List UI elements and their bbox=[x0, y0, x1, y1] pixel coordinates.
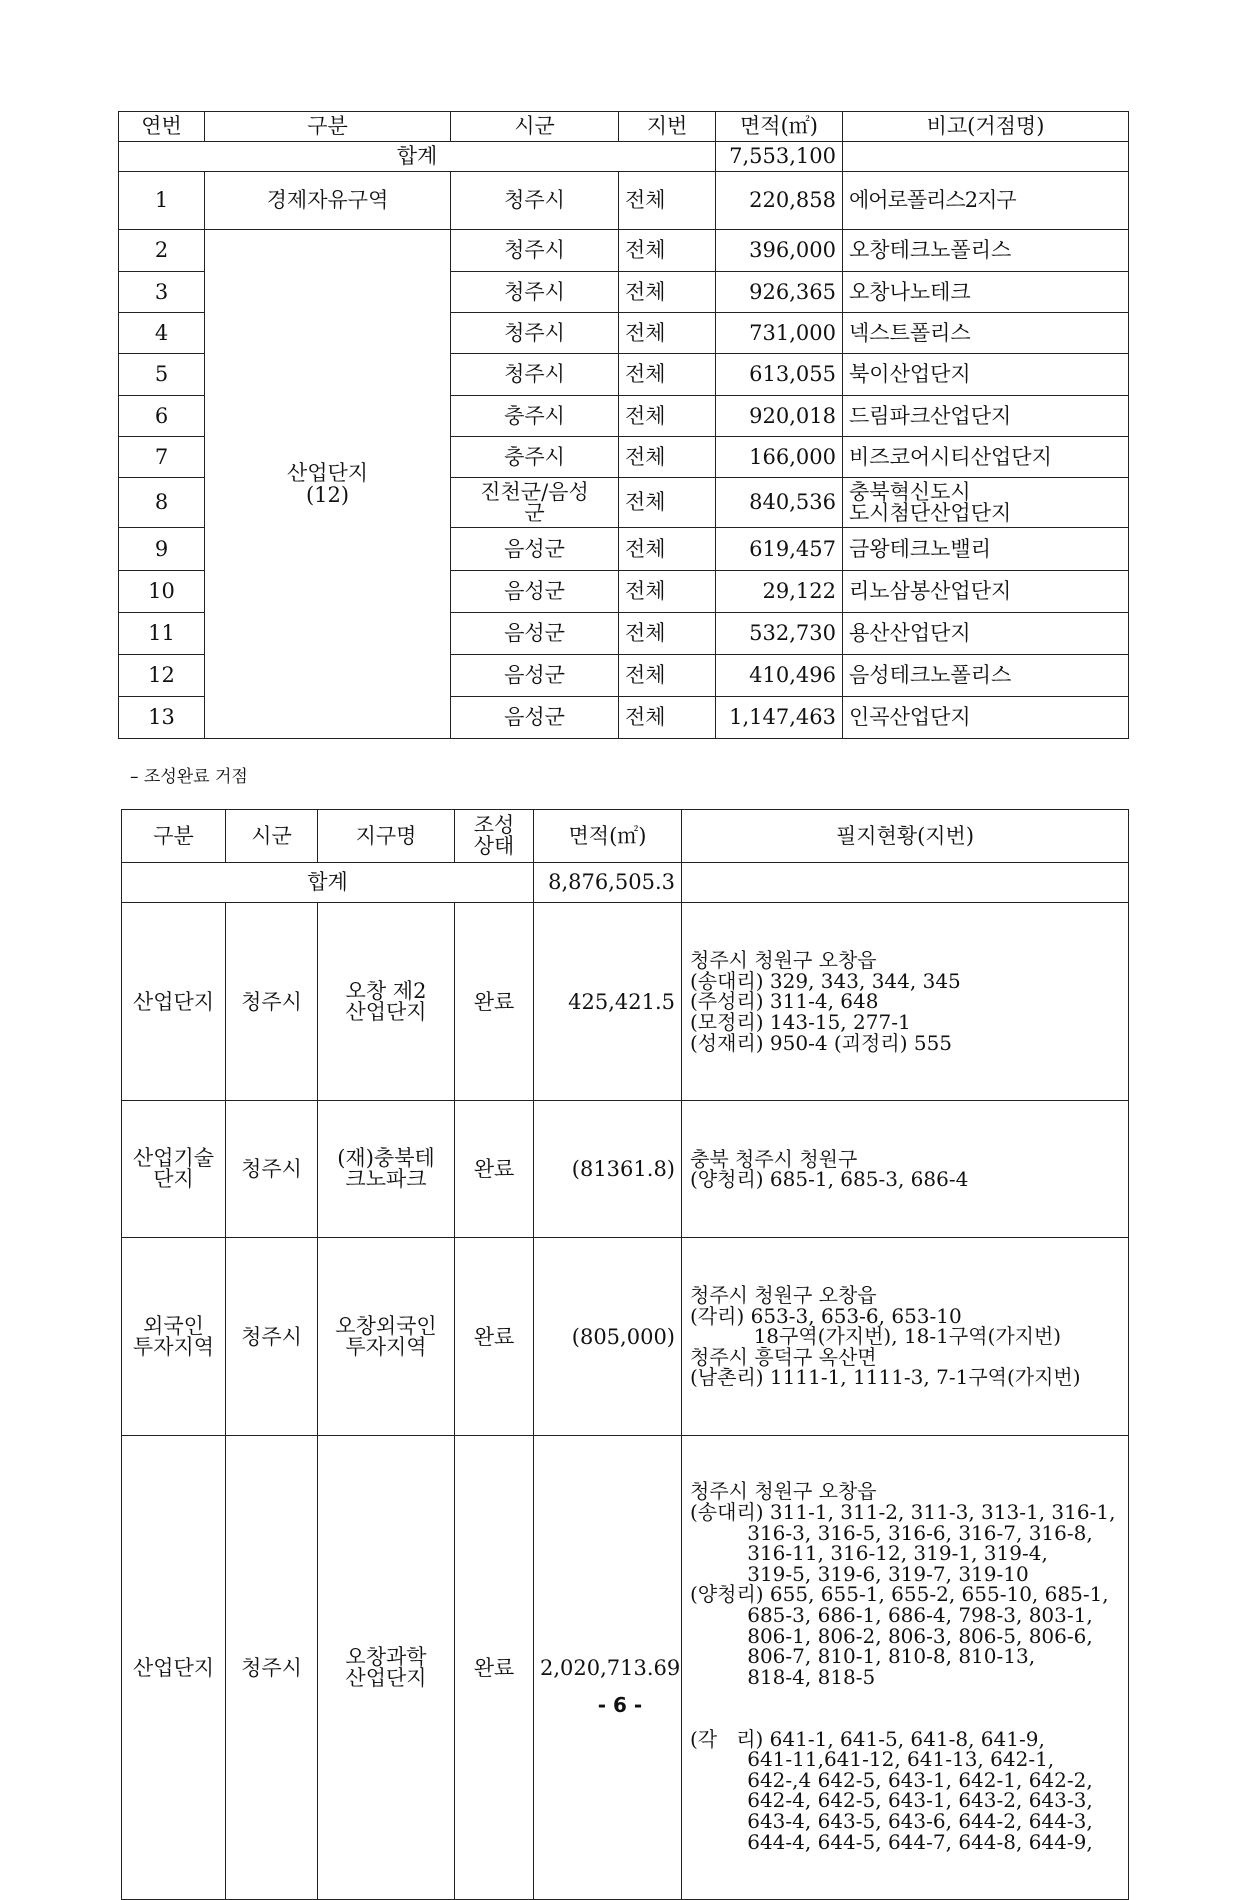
row-area: 532,730 bbox=[716, 613, 843, 655]
table-header-row bbox=[119, 112, 1129, 142]
row-note: 에어로폴리스2지구 bbox=[843, 172, 1129, 230]
row-note: 금왕테크노밸리 bbox=[843, 528, 1129, 571]
parcel-line: (모정리) 143-15, 277-1 bbox=[690, 1009, 911, 1034]
row-no: 13 bbox=[119, 697, 205, 739]
row-district: 오창외국인 투자지역 bbox=[318, 1237, 455, 1435]
row-area: 410,496 bbox=[716, 655, 843, 697]
total-row bbox=[119, 142, 1129, 172]
row-city: 청주시 bbox=[226, 1237, 318, 1435]
row-no: 5 bbox=[119, 354, 205, 396]
parcel-line: 청주시 흥덕구 옥산면 bbox=[690, 1344, 877, 1369]
row-area: (81361.8) bbox=[534, 1101, 682, 1238]
row-district: (재)충북테 크노파크 bbox=[318, 1101, 455, 1238]
parcel-line: 806-7, 810-1, 810-8, 810-13, bbox=[690, 1644, 1036, 1669]
row-status: 완료 bbox=[455, 1237, 534, 1435]
row-city: 청주시 bbox=[451, 313, 619, 354]
row-district: 오창과학 산업단지 bbox=[318, 1436, 455, 1900]
parcel-line: 청주시 청원구 오창읍 bbox=[690, 948, 877, 973]
total-label: 합계 bbox=[119, 142, 716, 172]
header-city: 시군 bbox=[451, 112, 619, 142]
row-no: 6 bbox=[119, 396, 205, 437]
table-row bbox=[119, 230, 1129, 272]
row-note: 넥스트폴리스 bbox=[843, 313, 1129, 354]
row-lot: 전체 bbox=[619, 354, 716, 396]
row-note: 오창테크노폴리스 bbox=[843, 230, 1129, 272]
parcel-line: 806-1, 806-2, 806-3, 806-5, 806-6, bbox=[690, 1623, 1093, 1648]
row-category: 경제자유구역 bbox=[205, 172, 451, 230]
section-caption: – 조성완료 거점 bbox=[130, 767, 248, 787]
row-no: 8 bbox=[119, 478, 205, 528]
parcel-list bbox=[690, 950, 1120, 1053]
parcel-line: (주성리) 311-4, 648 bbox=[690, 989, 879, 1014]
header-note: 비고(거점명) bbox=[843, 112, 1129, 142]
row-category: 외국인 투자지역 bbox=[122, 1237, 226, 1435]
row-lot: 전체 bbox=[619, 313, 716, 354]
empty-cell bbox=[682, 863, 1129, 903]
row-area: 619,457 bbox=[716, 528, 843, 571]
parcel-line: 685-3, 686-1, 686-4, 798-3, 803-1, bbox=[690, 1603, 1093, 1627]
parcel-list bbox=[690, 1481, 1120, 1852]
row-lot: 전체 bbox=[619, 272, 716, 313]
row-area: 220,858 bbox=[716, 172, 843, 230]
header-category: 구분 bbox=[205, 112, 451, 142]
parcel-line: (각리) 653-3, 653-6, 653-10 bbox=[690, 1303, 962, 1328]
parcel-list bbox=[690, 1285, 1120, 1388]
row-lot: 전체 bbox=[619, 571, 716, 613]
row-lot: 전체 bbox=[619, 528, 716, 571]
row-note: 용산산업단지 bbox=[843, 613, 1129, 655]
parcel-line: (각 리) 641-1, 641-5, 641-8, 641-9, bbox=[690, 1726, 1045, 1751]
parcel-line: (송대리) 329, 343, 344, 345 bbox=[690, 968, 961, 993]
parcel-line: 644-4, 644-5, 644-7, 644-8, 644-9, bbox=[690, 1829, 1093, 1854]
row-note: 오창나노테크 bbox=[843, 272, 1129, 313]
row-lot: 전체 bbox=[619, 478, 716, 528]
parcel-line: 316-3, 316-5, 316-6, 316-7, 316-8, bbox=[690, 1520, 1093, 1545]
parcel-line: (양청리) 685-1, 685-3, 686-4 bbox=[690, 1167, 969, 1192]
header-status: 조성 상태 bbox=[455, 810, 534, 863]
row-status: 완료 bbox=[455, 1436, 534, 1900]
row-category: 산업단지 bbox=[122, 903, 226, 1101]
row-note: 인곡산업단지 bbox=[843, 697, 1129, 739]
row-parcels bbox=[682, 1237, 1129, 1435]
total-label: 합계 bbox=[122, 863, 534, 903]
row-parcels bbox=[682, 1436, 1129, 1900]
parcel-line: 316-11, 316-12, 319-1, 319-4, bbox=[690, 1541, 1048, 1566]
parcel-line: 641-11,641-12, 641-13, 642-1, bbox=[690, 1747, 1055, 1772]
row-city: 청주시 bbox=[451, 272, 619, 313]
row-city: 충주시 bbox=[451, 396, 619, 437]
row-city: 청주시 bbox=[451, 230, 619, 272]
row-city: 음성군 bbox=[451, 697, 619, 739]
header-area: 면적(㎡) bbox=[534, 810, 682, 863]
row-area: 396,000 bbox=[716, 230, 843, 272]
parcel-line: 642-4, 642-5, 643-1, 643-2, 643-3, bbox=[690, 1788, 1093, 1813]
row-no: 7 bbox=[119, 437, 205, 478]
total-area: 7,553,100 bbox=[716, 142, 843, 172]
row-city: 청주시 bbox=[226, 1101, 318, 1238]
parcel-line: 청주시 청원구 오창읍 bbox=[690, 1479, 877, 1504]
row-note: 북이산업단지 bbox=[843, 354, 1129, 396]
table-row bbox=[122, 1436, 1129, 1900]
row-note: 드림파크산업단지 bbox=[843, 396, 1129, 437]
row-note: 음성테크노폴리스 bbox=[843, 655, 1129, 697]
row-area: 2,020,713.69 bbox=[534, 1436, 682, 1900]
row-note: 비즈코어시티산업단지 bbox=[843, 437, 1129, 478]
row-area: 1,147,463 bbox=[716, 697, 843, 739]
parcel-line: 818-4, 818-5 bbox=[690, 1664, 876, 1689]
parcel-line: 319-5, 319-6, 319-7, 319-10 bbox=[690, 1561, 1029, 1586]
row-lot: 전체 bbox=[619, 697, 716, 739]
total-area: 8,876,505.3 bbox=[534, 863, 682, 903]
parcel-list bbox=[690, 1146, 1120, 1192]
row-city: 음성군 bbox=[451, 613, 619, 655]
parcel-line: (송대리) 311-1, 311-2, 311-3, 313-1, 316-1, bbox=[690, 1500, 1116, 1525]
row-lot: 전체 bbox=[619, 437, 716, 478]
row-area: 926,365 bbox=[716, 272, 843, 313]
row-lot: 전체 bbox=[619, 655, 716, 697]
page-number: - 6 - bbox=[597, 1693, 643, 1717]
row-no: 4 bbox=[119, 313, 205, 354]
row-lot: 전체 bbox=[619, 172, 716, 230]
row-lot: 전체 bbox=[619, 613, 716, 655]
parcel-line: (성재리) 950-4 (괴정리) 555 bbox=[690, 1030, 953, 1055]
row-district: 오창 제2 산업단지 bbox=[318, 903, 455, 1101]
row-city: 청주시 bbox=[226, 1436, 318, 1900]
row-area: 425,421.5 bbox=[534, 903, 682, 1101]
row-no: 11 bbox=[119, 613, 205, 655]
row-no: 3 bbox=[119, 272, 205, 313]
row-parcels bbox=[682, 1101, 1129, 1238]
row-area: (805,000) bbox=[534, 1237, 682, 1435]
row-no: 1 bbox=[119, 172, 205, 230]
row-city: 충주시 bbox=[451, 437, 619, 478]
row-no: 12 bbox=[119, 655, 205, 697]
row-category: 산업기술 단지 bbox=[122, 1101, 226, 1238]
row-city: 진천군/음성 군 bbox=[451, 478, 619, 528]
row-status: 완료 bbox=[455, 903, 534, 1101]
row-area: 920,018 bbox=[716, 396, 843, 437]
parcel-line: 청주시 청원구 오창읍 bbox=[690, 1283, 877, 1308]
row-area: 29,122 bbox=[716, 571, 843, 613]
table-row bbox=[122, 903, 1129, 1101]
parcel-line: (남촌리) 1111-1, 1111-3, 7-1구역(가지번) bbox=[690, 1365, 1081, 1390]
row-note: 충북혁신도시 도시첨단산업단지 bbox=[843, 478, 1129, 528]
row-city: 음성군 bbox=[451, 528, 619, 571]
row-lot: 전체 bbox=[619, 230, 716, 272]
table-row bbox=[122, 1237, 1129, 1435]
row-city: 음성군 bbox=[451, 655, 619, 697]
row-lot: 전체 bbox=[619, 396, 716, 437]
completed-hub-table bbox=[121, 809, 1129, 1900]
table-row bbox=[119, 172, 1129, 230]
header-area: 면적(㎡) bbox=[716, 112, 843, 142]
row-parcels bbox=[682, 903, 1129, 1101]
parcel-line: 충북 청주시 청원구 bbox=[690, 1146, 858, 1171]
row-note: 리노삼봉산업단지 bbox=[843, 571, 1129, 613]
total-row bbox=[122, 863, 1129, 903]
row-area: 840,536 bbox=[716, 478, 843, 528]
table-row bbox=[122, 1101, 1129, 1238]
empty-cell bbox=[843, 142, 1129, 172]
row-category: 산업단지 bbox=[122, 1436, 226, 1900]
header-city: 시군 bbox=[226, 810, 318, 863]
row-city: 음성군 bbox=[451, 571, 619, 613]
row-status: 완료 bbox=[455, 1101, 534, 1238]
row-area: 731,000 bbox=[716, 313, 843, 354]
row-city: 청주시 bbox=[451, 172, 619, 230]
row-no: 2 bbox=[119, 230, 205, 272]
row-city: 청주시 bbox=[451, 354, 619, 396]
parcel-line: (양청리) 655, 655-1, 655-2, 655-10, 685-1, bbox=[690, 1582, 1109, 1607]
parcel-line: 18구역(가지번), 18-1구역(가지번) bbox=[690, 1324, 1062, 1349]
table-header-row bbox=[122, 810, 1129, 863]
hub-table bbox=[118, 111, 1129, 739]
row-no: 10 bbox=[119, 571, 205, 613]
row-city: 청주시 bbox=[226, 903, 318, 1101]
row-no: 9 bbox=[119, 528, 205, 571]
header-category: 구분 bbox=[122, 810, 226, 863]
parcel-line: 643-4, 643-5, 643-6, 644-2, 644-3, bbox=[690, 1808, 1093, 1833]
header-district: 지구명 bbox=[318, 810, 455, 863]
group-category: 산업단지 (12) bbox=[205, 230, 451, 739]
parcel-line: 642-,4 642-5, 643-1, 642-1, 642-2, bbox=[690, 1767, 1093, 1792]
row-area: 166,000 bbox=[716, 437, 843, 478]
row-area: 613,055 bbox=[716, 354, 843, 396]
header-parcels: 필지현황(지번) bbox=[682, 810, 1129, 863]
header-no: 연번 bbox=[119, 112, 205, 142]
header-lot: 지번 bbox=[619, 112, 716, 142]
